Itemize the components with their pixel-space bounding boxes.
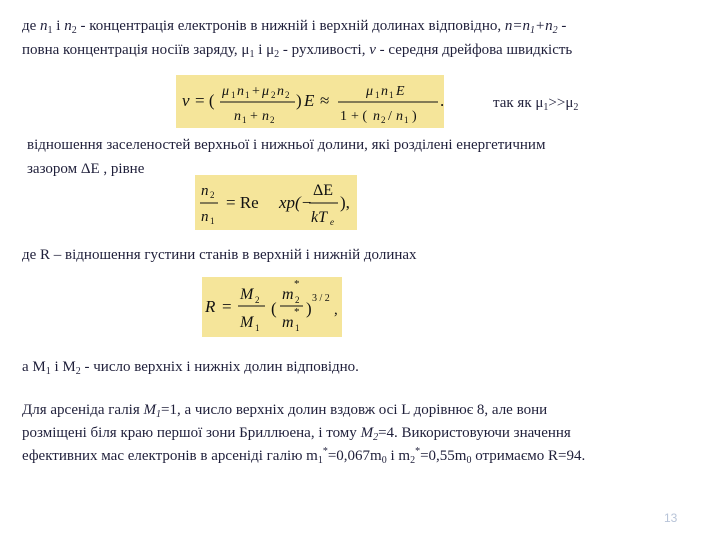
svg-text:1: 1 [245,90,250,100]
svg-text:2: 2 [285,90,290,100]
svg-text:n: n [277,84,284,99]
svg-text:/: / [388,109,392,124]
svg-text:): ) [296,91,302,110]
svg-text:*: * [294,278,300,290]
svg-text:n: n [262,109,269,124]
svg-text:+: + [252,84,260,99]
svg-text:1: 1 [340,109,347,124]
svg-text:1: 1 [255,323,260,333]
svg-text:+ (: + ( [351,109,368,124]
svg-text:n: n [373,109,380,124]
svg-text:μ: μ [222,84,230,99]
svg-text:2: 2 [255,295,260,305]
svg-text:n: n [396,109,403,124]
svg-text:E: E [396,84,405,99]
svg-text:e: e [330,217,334,227]
equation-drift-velocity [176,75,444,128]
svg-text:M: M [240,286,254,303]
paragraph-7-line-1: Для арсеніда галія $M_1=1$, а число верхніх долин вздовж осі L дорівнює 8, але вони [22,402,548,420]
svg-text:.: . [440,91,444,110]
paragraph-7-line-2: розміщені біля краю першої зони Бриллюена, і тому $M_2=4$. Використовуючи значення [22,425,571,443]
svg-text:2: 2 [270,115,275,125]
svg-text:2: 2 [210,190,215,200]
svg-text:xp(−: xp(− [279,193,313,212]
svg-text:1: 1 [404,115,409,125]
svg-text:R: R [205,297,216,316]
svg-text:=: = [222,297,232,316]
svg-text:): ) [306,299,312,318]
svg-text:n: n [381,84,388,99]
paragraph-line-5: де R – відношення густини станів в верхній і нижній долинах [22,247,417,263]
svg-text:m: m [282,286,294,303]
paragraph-line-4: зазором ΔE , рівне [27,161,145,177]
svg-text:2: 2 [295,295,300,305]
svg-text:μ: μ [366,84,374,99]
svg-text:μ: μ [262,84,270,99]
svg-text:1: 1 [231,90,236,100]
svg-text:1: 1 [210,216,215,226]
svg-text:1: 1 [389,90,394,100]
svg-text:v: v [182,91,190,110]
svg-text:n: n [201,183,209,199]
svg-text:(: ( [271,299,277,318]
paragraph-line-6: а $M_1$ і $M_2$ - число верхніх і нижніх долин відповідно. [22,359,359,377]
svg-text:,: , [334,302,338,318]
svg-text:E: E [304,91,315,110]
svg-text:n: n [237,84,244,99]
svg-text:n: n [201,209,209,225]
svg-text:= (: = ( [195,91,215,110]
svg-text:1: 1 [295,323,300,333]
svg-text:),: ), [340,193,350,212]
equation-density-of-states-ratio [202,277,342,337]
svg-text:+: + [250,109,258,124]
svg-text:2: 2 [381,115,386,125]
svg-text:M: M [240,314,254,331]
svg-text:3 / 2: 3 / 2 [312,293,330,304]
svg-text:= Re: = Re [226,193,259,212]
svg-text:≈: ≈ [320,91,330,110]
paragraph-line-3: відношення заселеностей верхньої і нижньої долини, які розділені енергетичним [27,137,546,153]
equation-population-ratio [195,175,357,230]
condition-note: так як $\mu_1>>\mu_2$ [493,95,579,113]
paragraph-line-2: повна концентрація носіїв заряду, $\mu_1$ і $\mu_2$ - рухливості, v - середня дрейфова швидкість [22,42,573,60]
svg-text:n: n [234,109,241,124]
paragraph-7-line-3: ефективних мас електронів в арсеніді галію $m_1^*=0,067m_0$ і $m_2^*=0,55m_0$ отримаємо R=94. [22,446,586,466]
svg-text:*: * [294,306,300,318]
svg-text:ΔE: ΔE [313,182,334,199]
page-number: 13 [664,511,678,525]
svg-text:): ) [412,109,417,124]
svg-text:m: m [282,314,294,331]
svg-text:2: 2 [271,90,276,100]
svg-text:1: 1 [375,90,380,100]
svg-text:kT: kT [311,209,327,226]
paragraph-line-1: де $n_1$ і $n_2$ - концентрація електронів в нижній і верхній долинах відповідно, $n=n_1+n_2$ - [22,18,567,36]
svg-text:1: 1 [242,115,247,125]
